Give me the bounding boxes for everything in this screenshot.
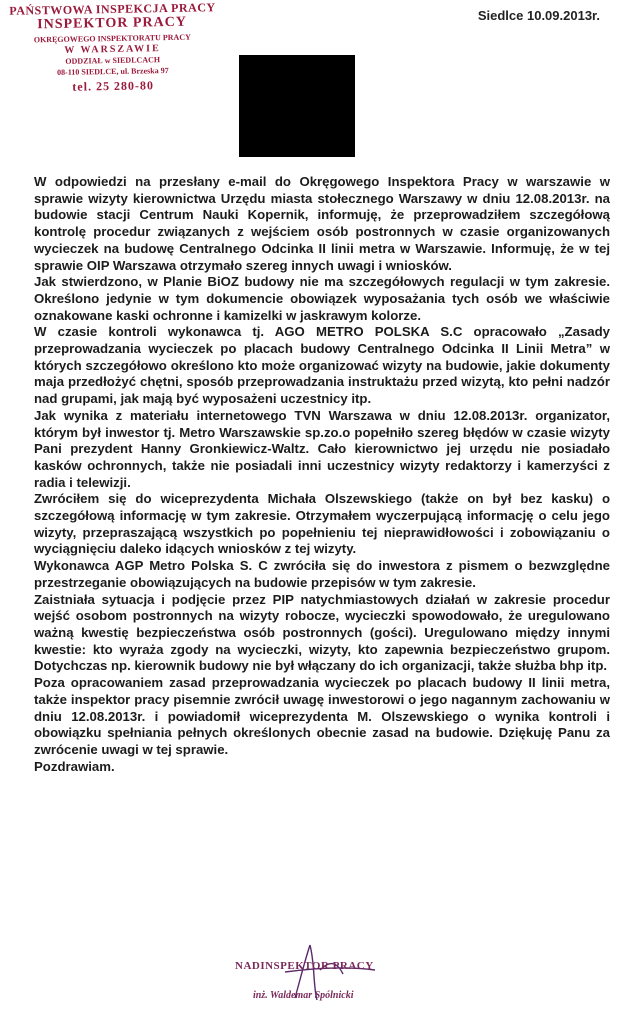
paragraph: Jak wynika z materiału internetowego TVN Warszawa w dniu 12.08.2013r. organizator, którym był inwestor tj. Metro Warszawskie sp.zo.o popełniło szereg błędów w czasie wizyty Pani prezydent Hanny Gronkiewicz-Waltz. Cało kierownictwo jej urzędu nie posiadało kasków ochronnych, także nie posiadali inni uczestnicy wizyty redaktorzy i kamerzyści z radia i telewizji. (34, 407, 610, 490)
paragraph: Jak stwierdzono, w Planie BiOZ budowy nie ma szczegółowych regulacji w tym zakresie. Określono jedynie w tym dokumencie obowiązek wyposażania tych osób we właściwie oznakowane kaski ochronne i kamizelki w jaskrawym kolorze. (34, 274, 610, 323)
stamp-line: PAŃSTWOWA INSPEKCJA PRACY (9, 0, 216, 18)
signature-block (225, 940, 425, 1005)
official-stamp (9, 0, 216, 96)
paragraph: W odpowiedzi na przesłany e-mail do Okręgowego Inspektora Pracy w warszawie w sprawie wizyty kierownictwa Urzędu miasta stołecznego Warszawy w dniu 12.08.2013r. na budowie stacji Centrum Nauki Kopernik, informuję, że przeprowadziłem szczegółową kontrolę procedur związanych z wejściem osób postronnych w czasie organizowanych wycieczek na budowę Centralnego Odcinka II linii metra w Warszawie. Informuję, że w tej sprawie OIP Warszawa otrzymało szereg innych uwagi i wniosków. (34, 174, 610, 273)
stamp-line: ODDZIAŁ w SIEDLCACH (65, 55, 161, 66)
paragraph: Wykonawca AGP Metro Polska S. C zwróciła się do inwestora z pismem o bezwzględne przestrzeganie obowiązujących na budowie przepisów w tym zakresie. (34, 558, 610, 590)
letter-body (34, 174, 610, 775)
letter-date: Siedlce 10.09.2013r. (477, 8, 600, 23)
stamp-line: 08-110 SIEDLCE, ul. Brzeska 97 (57, 66, 169, 77)
paragraph: W czasie kontroli wykonawca tj. AGO METRO POLSKA S.C opracowało „Zasady przeprowadzania wycieczek po placach budowy Centralnego Odcinka II Linii Metra” w których szczegółowo określono kto może organizować wizyty na budowie, jakie dokumenty maja przedłożyć chętni, sposób przeprowadzania instruktażu przed wizytą, kto pełni nadzór nad grupami, jak mają być wyposażeni uczestnicy itp. (34, 324, 610, 407)
paragraph: Poza opracowaniem zasad przeprowadzania wycieczek po placach budowy II linii metra, także inspektor pracy pisemnie zwrócił uwagę inwestorowi o jego nagannym zachowaniu w dniu 12.08.2013r. i powiadomił wiceprezydenta M. Olszewskiego o wynika kontroli i obowiązku spełniania pełnych określonych obecnie zasad na budowie. Dziękuję Panu za zwrócenie uwagi w tej sprawie. (34, 675, 610, 757)
paragraph: Pozdrawiam. (34, 758, 115, 774)
paragraph: Zwróciłem się do wiceprezydenta Michała Olszewskiego (także on był bez kasku) o szczegółową informację w tym zakresie. Otrzymałem wyczerpującą informację o celu jego wizyty, przepraszającą wszystkich po popełnieniu tej nieprawidłowości i zobowiązaniu o wyciągnięciu daleko idących wniosków z tej wizyty. (34, 491, 610, 557)
signature-name: inż. Waldemar Spólnicki (253, 990, 354, 1001)
signature-title: NADINSPEKTOR PRACY (235, 960, 374, 972)
stamp-line: tel. 25 280-80 (72, 78, 155, 94)
stamp-line: INSPEKTOR PRACY (37, 14, 188, 33)
stamp-line: OKRĘGOWEGO INSPEKTORATU PRACY (33, 32, 191, 45)
redaction-block (239, 55, 355, 157)
stamp-line: W WARSZAWIE (64, 43, 161, 56)
paragraph: Zaistniała sytuacja i podjęcie przez PIP natychmiastowych działań w zakresie procedur wejść osobom postronnych na wizyty robocze, wycieczki spowodowało, że uregulowano ważną kwestię bezpieczeństwa osób postronnych (gości). Uregulowano między innymi kwestie: kto wyraża zgody na wycieczki, wizyty, kto zapewnia bezpieczeństwo grupom. Dotychczas np. kierownik budowy nie był włączany do ich organizacji, także służba bhp itp. (34, 591, 610, 674)
